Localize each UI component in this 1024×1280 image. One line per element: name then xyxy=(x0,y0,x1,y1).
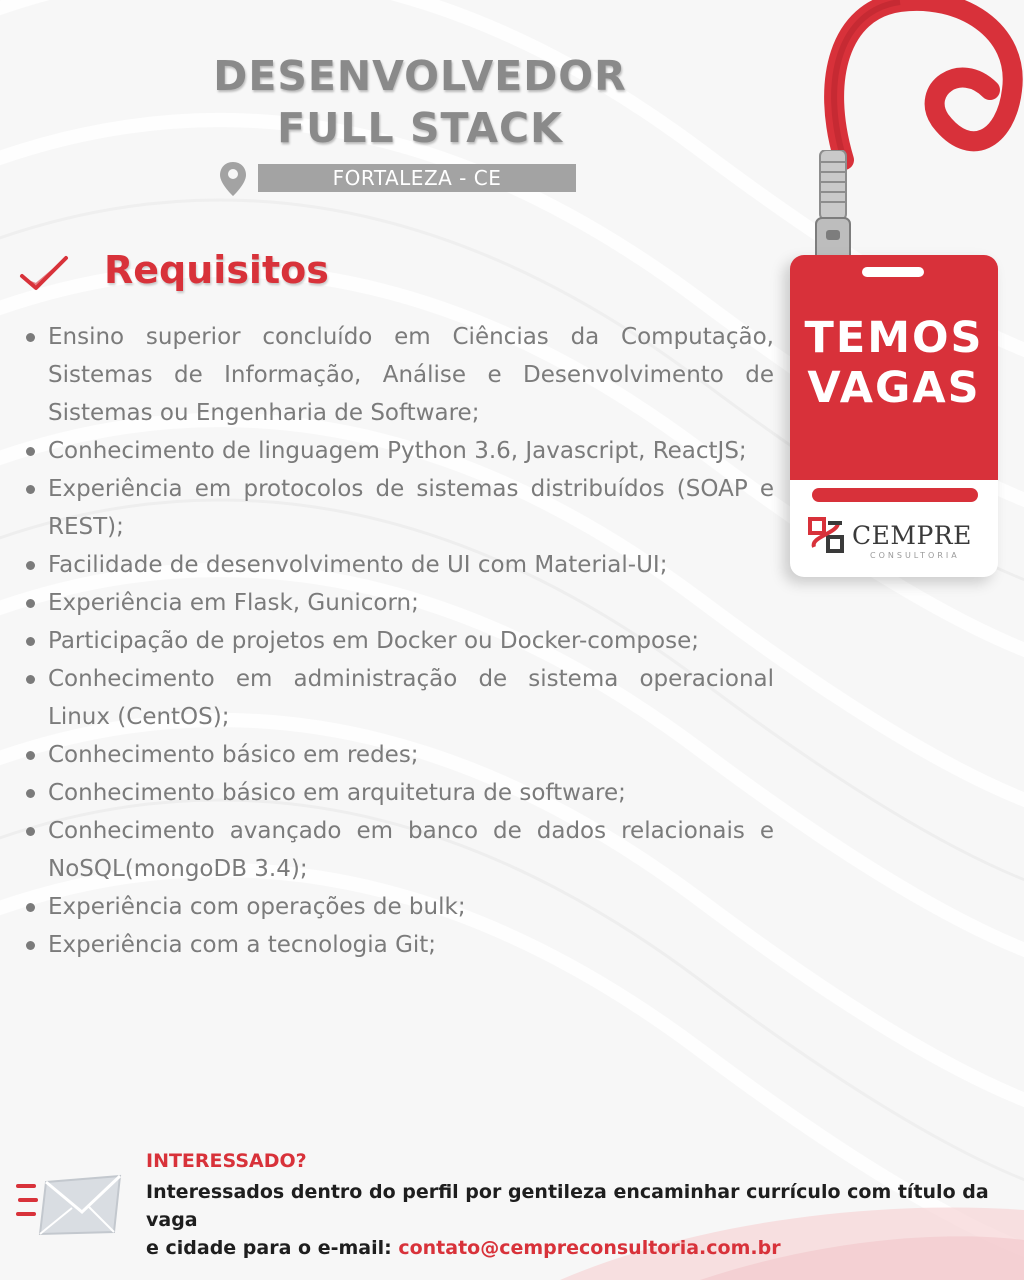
checkmark-icon xyxy=(18,254,70,294)
company-name: CEMPRE xyxy=(852,521,972,550)
list-item: Experiência com operações de bulk; xyxy=(22,888,774,926)
badge-line1: TEMOS xyxy=(804,313,984,363)
list-item: Participação de projetos em Docker ou Docker-compose; xyxy=(22,622,774,660)
requirements-heading: Requisitos xyxy=(104,248,329,292)
badge-slot xyxy=(862,267,924,277)
list-item: Conhecimento em administração de sistema operacional Linux (CentOS); xyxy=(22,660,774,736)
location-label: FORTALEZA - CE xyxy=(258,164,576,192)
list-item: Conhecimento de linguagem Python 3.6, Javascript, ReactJS; xyxy=(22,432,774,470)
list-item: Facilidade de desenvolvimento de UI com Material-UI; xyxy=(22,546,774,584)
badge-text xyxy=(790,313,998,413)
envelope-icon xyxy=(16,1174,124,1236)
list-item: Experiência com a tecnologia Git; xyxy=(22,926,774,964)
contact-email-link[interactable]: contato@cempreconsultoria.com.br xyxy=(398,1237,781,1259)
job-title-line1: DESENVOLVEDOR xyxy=(213,52,627,100)
list-item: Conhecimento básico em arquitetura de software; xyxy=(22,774,774,812)
badge-line2: VAGAS xyxy=(807,363,981,413)
list-item: Experiência em Flask, Gunicorn; xyxy=(22,584,774,622)
footer-instructions xyxy=(146,1178,1012,1262)
badge-divider xyxy=(812,488,978,502)
job-title xyxy=(150,50,690,154)
list-item: Conhecimento básico em redes; xyxy=(22,736,774,774)
cempre-logo-icon xyxy=(808,517,844,553)
job-title-line2: FULL STACK xyxy=(277,104,563,152)
footer-line2: e cidade para o e-mail: xyxy=(146,1237,399,1259)
list-item: Experiência em protocolos de sistemas distribuídos (SOAP e REST); xyxy=(22,470,774,546)
list-item: Ensino superior concluído em Ciências da Computação, Sistemas de Informação, Análise e Desenvolvimento de Sistemas ou Engenharia de Software; xyxy=(22,318,774,432)
requirements-list xyxy=(22,318,774,964)
map-pin-icon xyxy=(219,161,247,197)
list-item: Conhecimento avançado em banco de dados relacionais e NoSQL(mongoDB 3.4); xyxy=(22,812,774,888)
footer-question: INTERESSADO? xyxy=(146,1150,307,1172)
hiring-badge xyxy=(790,255,998,577)
badge-header xyxy=(790,255,998,480)
company-subtitle: CONSULTORIA xyxy=(870,551,960,560)
footer-line1: Interessados dentro do perfil por gentileza encaminhar currículo com título da vaga xyxy=(146,1181,989,1231)
